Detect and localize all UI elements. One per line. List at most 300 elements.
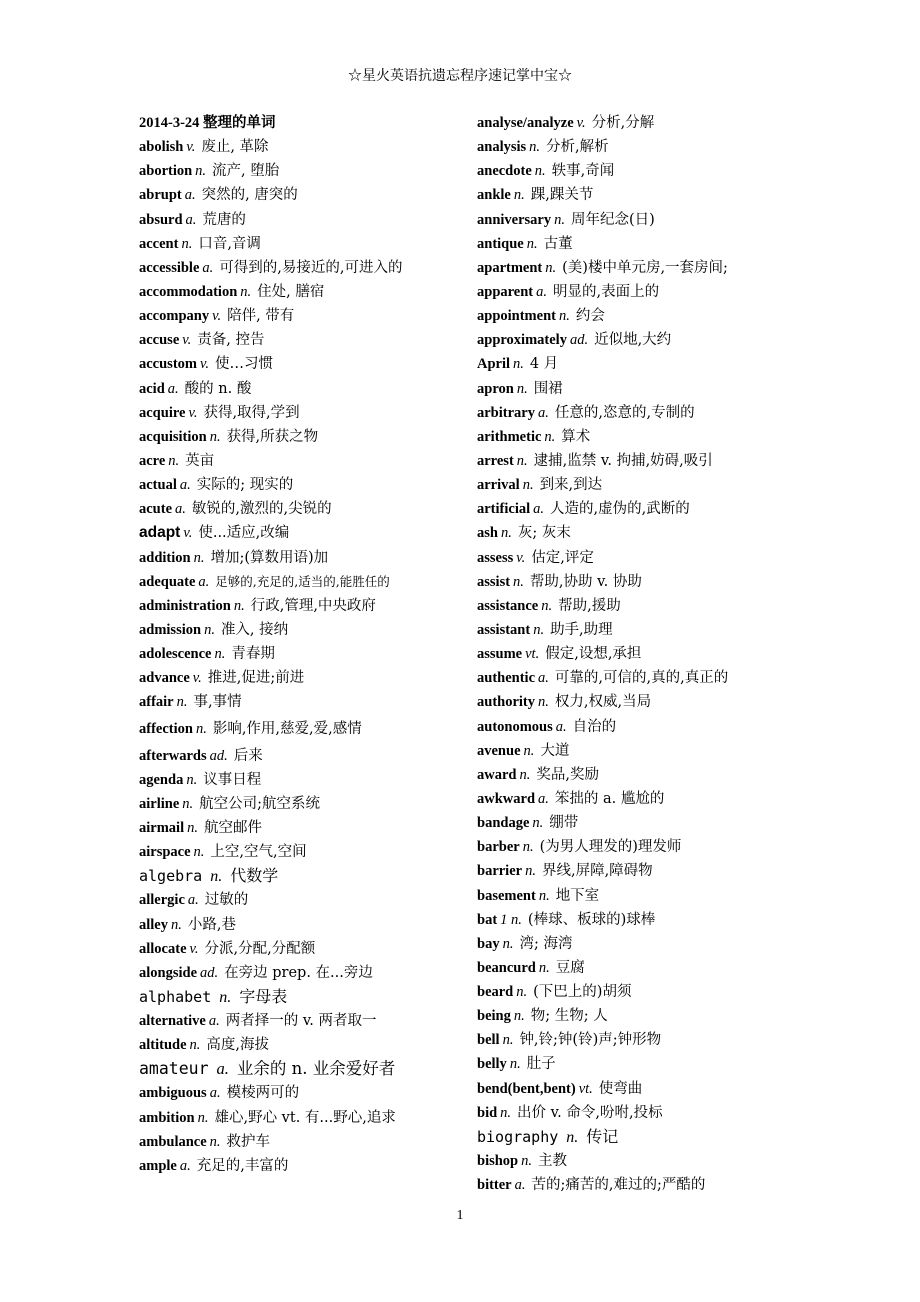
- headword: allergic: [139, 892, 185, 909]
- definition: 物; 生物; 人: [530, 1008, 608, 1025]
- headword: bishop: [477, 1153, 519, 1170]
- headword: acid: [139, 380, 165, 397]
- word-entry: [477, 473, 777, 497]
- word-entry: [139, 1081, 459, 1105]
- word-entry: [139, 1130, 459, 1154]
- part-of-speech: n.: [181, 235, 193, 252]
- definition: (下巴上的)胡须: [533, 984, 632, 1001]
- word-entry: [477, 859, 777, 883]
- headword: admission: [139, 621, 202, 638]
- part-of-speech: a.: [533, 501, 545, 518]
- part-of-speech: a.: [216, 1059, 229, 1079]
- headword: bitter: [477, 1177, 512, 1194]
- word-entry: [139, 1057, 459, 1081]
- headword: accuse: [139, 332, 180, 349]
- definition: 可得到的,易接近的,可进入的: [219, 259, 403, 276]
- word-entry: [139, 792, 459, 816]
- headword: basement: [477, 887, 536, 904]
- part-of-speech: n.: [521, 1153, 532, 1170]
- word-entry: [139, 159, 459, 183]
- word-entry: [139, 888, 459, 912]
- definition: 近似地,大约: [594, 332, 672, 349]
- part-of-speech: v.: [189, 940, 199, 957]
- part-of-speech: v.: [212, 308, 222, 325]
- part-of-speech: a.: [184, 187, 196, 204]
- word-entry: [477, 377, 777, 401]
- part-of-speech: n.: [209, 428, 221, 445]
- word-entry: [139, 618, 459, 642]
- part-of-speech: 1 n.: [500, 911, 522, 928]
- word-entry: [139, 401, 459, 425]
- definition: 任意的,恣意的,专制的: [554, 404, 695, 421]
- part-of-speech: n.: [538, 959, 550, 976]
- definition: 敏锐的,激烈的,尖锐的: [191, 501, 332, 518]
- headword: barrier: [477, 863, 523, 880]
- headword: afterwards: [139, 747, 207, 764]
- definition: 影响,作用,慈爱,爱,感情: [212, 720, 362, 737]
- page-header: ☆星火英语抗遗忘程序速记掌中宝☆: [348, 68, 572, 84]
- definition: 分析,解析: [546, 139, 609, 156]
- headword: arrival: [477, 477, 520, 494]
- left-word-column: [139, 111, 459, 1178]
- definition: 实际的; 现实的: [196, 477, 294, 494]
- part-of-speech: a.: [538, 670, 549, 687]
- part-of-speech: n.: [523, 742, 535, 759]
- part-of-speech: n.: [525, 863, 536, 880]
- part-of-speech: n.: [240, 283, 252, 300]
- word-entry: [139, 232, 459, 256]
- headword: accessible: [139, 259, 200, 276]
- headword: analyse/analyze: [477, 115, 574, 131]
- definition: 模棱两可的: [226, 1085, 300, 1102]
- headword: abortion: [139, 163, 193, 180]
- part-of-speech: n.: [516, 984, 528, 1001]
- word-entry: [477, 908, 777, 932]
- headword: advance: [139, 670, 190, 687]
- word-entry: [139, 715, 459, 744]
- word-entry: [477, 787, 777, 811]
- headword: administration: [139, 597, 231, 614]
- word-entry: [477, 1077, 777, 1101]
- definition: 钟,铃;钟(铃)声;钟形物: [519, 1032, 662, 1049]
- part-of-speech: n.: [545, 259, 557, 276]
- part-of-speech: n.: [532, 815, 544, 832]
- part-of-speech: n.: [541, 597, 553, 614]
- part-of-speech: n.: [193, 549, 205, 566]
- word-entry: [139, 1033, 459, 1057]
- word-entry: [139, 280, 459, 304]
- definition: 小路,巷: [187, 916, 236, 933]
- definition: 上空,空气,空间: [210, 844, 307, 861]
- word-entry: [139, 937, 459, 961]
- part-of-speech: a.: [185, 211, 197, 228]
- word-entry: [139, 449, 459, 473]
- part-of-speech: v.: [188, 404, 198, 421]
- part-of-speech: n.: [195, 163, 207, 180]
- word-entry: [477, 401, 777, 425]
- part-of-speech: n.: [209, 1133, 221, 1150]
- headword: analysis: [477, 139, 527, 156]
- part-of-speech: a.: [514, 1177, 526, 1194]
- word-entry: [477, 280, 777, 304]
- part-of-speech: n.: [219, 988, 232, 1006]
- definition: 周年纪念(日): [570, 211, 655, 228]
- definition: 雄心,野心 vt. 有...野心,追求: [214, 1109, 396, 1126]
- word-entry: [139, 521, 459, 545]
- definition: 获得,取得,学到: [203, 404, 300, 421]
- definition: 过敏的: [204, 892, 249, 909]
- part-of-speech: a.: [198, 573, 210, 590]
- headword: barber: [477, 839, 520, 856]
- definition: (为男人理发的)理发师: [539, 839, 682, 856]
- part-of-speech: n.: [187, 819, 198, 836]
- headword: bid: [477, 1104, 498, 1121]
- definition: 突然的, 唐突的: [201, 187, 298, 204]
- definition: 传记: [586, 1126, 619, 1146]
- part-of-speech: n.: [233, 597, 245, 614]
- definition: 航空公司;航空系统: [199, 795, 321, 812]
- part-of-speech: a.: [209, 1085, 221, 1102]
- definition: 豆腐: [555, 959, 585, 976]
- part-of-speech: v.: [182, 332, 192, 349]
- definition: 逮捕,监禁 v. 拘捕,妨碍,吸引: [533, 452, 713, 469]
- part-of-speech: a.: [179, 477, 191, 494]
- word-entry: [139, 768, 459, 792]
- word-entry: [139, 816, 459, 840]
- word-entry: [477, 425, 777, 449]
- part-of-speech: a.: [208, 1013, 220, 1030]
- word-entry: [477, 1052, 777, 1076]
- definition: 酸的 n. 酸: [184, 380, 252, 397]
- word-entry: [139, 690, 459, 714]
- definition: 可靠的,可信的,真的,真正的: [554, 670, 729, 687]
- definition: 苦的;痛苦的,难过的;严酷的: [531, 1177, 706, 1194]
- definition: 两者择一的 v. 两者取一: [225, 1013, 377, 1030]
- word-entry: [139, 352, 459, 376]
- word-entry: [477, 497, 777, 521]
- definition: 轶事,奇闻: [551, 163, 615, 180]
- word-entry: [477, 690, 777, 714]
- part-of-speech: n.: [516, 452, 528, 469]
- headword: assistance: [477, 597, 539, 614]
- definition: 4 月: [529, 356, 559, 373]
- headword: allocate: [139, 940, 187, 957]
- part-of-speech: n.: [195, 720, 207, 737]
- headword: alley: [139, 916, 168, 933]
- part-of-speech: vt.: [525, 646, 540, 663]
- definition: 英亩: [185, 452, 215, 469]
- headword: belly: [477, 1056, 507, 1073]
- definition: 主教: [538, 1153, 567, 1170]
- part-of-speech: a.: [187, 892, 199, 909]
- headword: biography: [477, 1127, 559, 1146]
- part-of-speech: v.: [186, 139, 196, 156]
- headword: agenda: [139, 771, 184, 788]
- definition: 高度,海拔: [206, 1037, 270, 1054]
- definition: 使…习惯: [215, 356, 273, 373]
- headword: ambiguous: [139, 1085, 207, 1102]
- definition: 增加;(算数用语)加: [210, 549, 329, 566]
- definition: 助手,助理: [550, 621, 613, 638]
- part-of-speech: n.: [182, 795, 194, 812]
- headword: acquisition: [139, 428, 207, 445]
- word-entry: [139, 744, 459, 768]
- definition: 帮助,协助 v. 协助: [529, 573, 642, 590]
- word-entry: [477, 1173, 777, 1197]
- definition: 准入, 接纳: [220, 621, 289, 638]
- word-entry: [477, 594, 777, 618]
- headword: arithmetic: [477, 428, 542, 445]
- part-of-speech: n.: [522, 477, 534, 494]
- definition: 踝,踝关节: [530, 187, 594, 204]
- headword: authentic: [477, 670, 535, 687]
- headword: affection: [139, 720, 193, 737]
- part-of-speech: a.: [179, 1157, 191, 1174]
- part-of-speech: n.: [538, 694, 549, 711]
- definition: 救护车: [226, 1133, 271, 1150]
- definition: 界线,屏障,障碍物: [541, 863, 653, 880]
- definition: 绷带: [549, 815, 579, 832]
- headword: 2014-3-24 整理的单词: [139, 115, 276, 131]
- headword: adapt: [139, 524, 181, 542]
- right-word-column: [477, 111, 777, 1197]
- headword: apron: [477, 380, 514, 397]
- definition: 获得,所获之物: [226, 428, 319, 445]
- definition: 业余的 n. 业余爱好者: [236, 1059, 396, 1079]
- definition: 事,事情: [193, 694, 242, 711]
- definition: 笨拙的 a. 尴尬的: [554, 790, 665, 807]
- word-entry: [139, 208, 459, 232]
- word-entry: [477, 111, 777, 135]
- definition: 帮助,援助: [558, 597, 621, 614]
- definition: 住处, 膳宿: [257, 283, 325, 300]
- headword: award: [477, 766, 517, 783]
- word-entry: [139, 256, 459, 280]
- headword: affair: [139, 694, 174, 711]
- headword: abrupt: [139, 187, 182, 204]
- headword: bay: [477, 935, 500, 952]
- part-of-speech: v.: [200, 356, 209, 373]
- headword: apparent: [477, 283, 534, 300]
- word-entry: [139, 546, 459, 570]
- headword: acute: [139, 501, 173, 518]
- part-of-speech: n.: [210, 868, 223, 886]
- headword: airmail: [139, 819, 185, 836]
- headword: accustom: [139, 356, 197, 373]
- headword: acre: [139, 452, 166, 469]
- word-entry: [477, 256, 777, 280]
- part-of-speech: n.: [529, 139, 541, 156]
- definition: 地下室: [555, 887, 600, 904]
- part-of-speech: a.: [555, 718, 567, 735]
- part-of-speech: a.: [202, 259, 214, 276]
- word-entry: [477, 135, 777, 159]
- word-entry: [477, 1101, 777, 1125]
- definition: 约会: [575, 308, 605, 325]
- word-entry: [477, 980, 777, 1004]
- headword: assist: [477, 573, 511, 590]
- word-entry: [477, 449, 777, 473]
- definition: 奖品,奖励: [536, 766, 599, 783]
- headword: bandage: [477, 815, 530, 832]
- part-of-speech: a.: [167, 380, 179, 397]
- headword: algebra: [139, 867, 203, 886]
- part-of-speech: n.: [519, 766, 531, 783]
- word-entry: [477, 666, 777, 690]
- definition: 字母表: [239, 986, 288, 1006]
- headword: accompany: [139, 308, 210, 325]
- headword: autonomous: [477, 718, 553, 735]
- part-of-speech: n.: [566, 1128, 579, 1146]
- part-of-speech: n.: [538, 887, 550, 904]
- word-entry: [139, 497, 459, 521]
- word-entry: [477, 1028, 777, 1052]
- headword: authority: [477, 694, 535, 711]
- part-of-speech: v.: [576, 115, 586, 131]
- definition: 灰; 灰末: [517, 525, 571, 542]
- word-entry: [477, 1125, 777, 1149]
- definition: 算术: [561, 428, 591, 445]
- part-of-speech: ad.: [569, 332, 589, 349]
- part-of-speech: n.: [513, 187, 525, 204]
- headword: abolish: [139, 139, 184, 156]
- part-of-speech: n.: [500, 1104, 512, 1121]
- word-entry: [477, 642, 777, 666]
- part-of-speech: n.: [558, 308, 570, 325]
- word-entry: [139, 183, 459, 207]
- word-entry: [477, 715, 777, 739]
- definition: 青春期: [231, 646, 275, 663]
- definition: 权力,权威,当局: [554, 694, 652, 711]
- part-of-speech: n.: [554, 211, 565, 228]
- page-number: 1: [456, 1208, 464, 1223]
- headword: addition: [139, 549, 191, 566]
- word-entry: [139, 328, 459, 352]
- part-of-speech: vt.: [578, 1080, 593, 1097]
- headword: anniversary: [477, 211, 552, 228]
- definition: (美)楼中单元房,一套房间;: [562, 259, 728, 276]
- headword: appointment: [477, 308, 556, 325]
- word-entry: [477, 183, 777, 207]
- headword: alternative: [139, 1013, 206, 1030]
- headword: alphabet: [139, 987, 212, 1006]
- headword: ambition: [139, 1109, 195, 1126]
- headword: approximately: [477, 332, 567, 349]
- part-of-speech: n.: [526, 235, 538, 252]
- word-entry: [139, 864, 459, 888]
- definition: 陪伴, 带有: [227, 308, 295, 325]
- part-of-speech: n.: [189, 1037, 201, 1054]
- part-of-speech: n.: [544, 428, 556, 445]
- word-entry: [477, 521, 777, 545]
- definition: 分派,分配,分配额: [204, 940, 316, 957]
- definition: 流产, 堕胎: [212, 163, 280, 180]
- headword: being: [477, 1008, 511, 1025]
- part-of-speech: n.: [171, 916, 182, 933]
- headword: amateur: [139, 1059, 209, 1079]
- part-of-speech: a.: [175, 501, 186, 518]
- part-of-speech: n.: [500, 525, 512, 542]
- word-entry: [139, 570, 459, 594]
- definition: 明显的,表面上的: [553, 283, 660, 300]
- part-of-speech: n.: [509, 1056, 521, 1073]
- word-entry: [139, 985, 459, 1009]
- part-of-speech: a.: [536, 283, 548, 300]
- definition: 湾; 海湾: [519, 935, 573, 952]
- part-of-speech: n.: [533, 621, 545, 638]
- headword: anecdote: [477, 163, 532, 180]
- word-entry: [477, 811, 777, 835]
- headword: actual: [139, 477, 177, 494]
- word-entry: [139, 111, 459, 135]
- part-of-speech: n.: [197, 1109, 209, 1126]
- word-entry: [139, 642, 459, 666]
- headword: beard: [477, 984, 514, 1001]
- word-entry: [477, 328, 777, 352]
- word-entry: [477, 956, 777, 980]
- word-entry: [139, 425, 459, 449]
- part-of-speech: n.: [513, 356, 524, 373]
- headword: bell: [477, 1032, 500, 1049]
- word-entry: [477, 546, 777, 570]
- word-entry: [139, 304, 459, 328]
- headword: airspace: [139, 844, 191, 861]
- part-of-speech: ad.: [209, 747, 228, 764]
- definition: 假定,设想,承担: [545, 646, 642, 663]
- part-of-speech: v.: [192, 670, 202, 687]
- word-entry: [477, 739, 777, 763]
- definition: 足够的,充足的,适当的,能胜任的: [215, 573, 390, 589]
- definition: 责备, 控告: [197, 332, 265, 349]
- headword: assume: [477, 646, 523, 663]
- word-entry: [139, 594, 459, 618]
- word-entry: [139, 840, 459, 864]
- part-of-speech: n.: [204, 621, 215, 638]
- definition: 在旁边 prep. 在...旁边: [224, 964, 373, 981]
- headword: assistant: [477, 621, 531, 638]
- definition: 出价 v. 命令,吩咐,投标: [517, 1104, 663, 1121]
- definition: 自治的: [572, 718, 617, 735]
- headword: alongside: [139, 964, 198, 981]
- word-entry: [477, 932, 777, 956]
- word-entry: [477, 304, 777, 328]
- part-of-speech: n.: [522, 839, 534, 856]
- definition: 代数学: [230, 866, 279, 886]
- word-entry: [139, 961, 459, 985]
- definition: 到来,到达: [539, 477, 603, 494]
- headword: acquire: [139, 404, 186, 421]
- headword: absurd: [139, 211, 183, 228]
- definition: (棒球、板球的)球棒: [527, 911, 656, 928]
- definition: 分析,分解: [591, 115, 655, 131]
- part-of-speech: n.: [502, 1032, 514, 1049]
- definition: 古董: [543, 235, 573, 252]
- word-entry: [477, 159, 777, 183]
- definition: 估定,评定: [531, 549, 594, 566]
- part-of-speech: n.: [516, 380, 528, 397]
- definition: 充足的,丰富的: [196, 1157, 289, 1174]
- part-of-speech: a.: [538, 790, 549, 807]
- definition: 使...适应,改编: [198, 525, 290, 542]
- part-of-speech: n.: [214, 646, 226, 663]
- definition: 围裙: [533, 380, 563, 397]
- word-entry: [477, 618, 777, 642]
- word-entry: [477, 1149, 777, 1173]
- definition: 推进,促进;前进: [207, 670, 305, 687]
- headword: ankle: [477, 187, 511, 204]
- word-entry: [477, 835, 777, 859]
- word-entry: [477, 232, 777, 256]
